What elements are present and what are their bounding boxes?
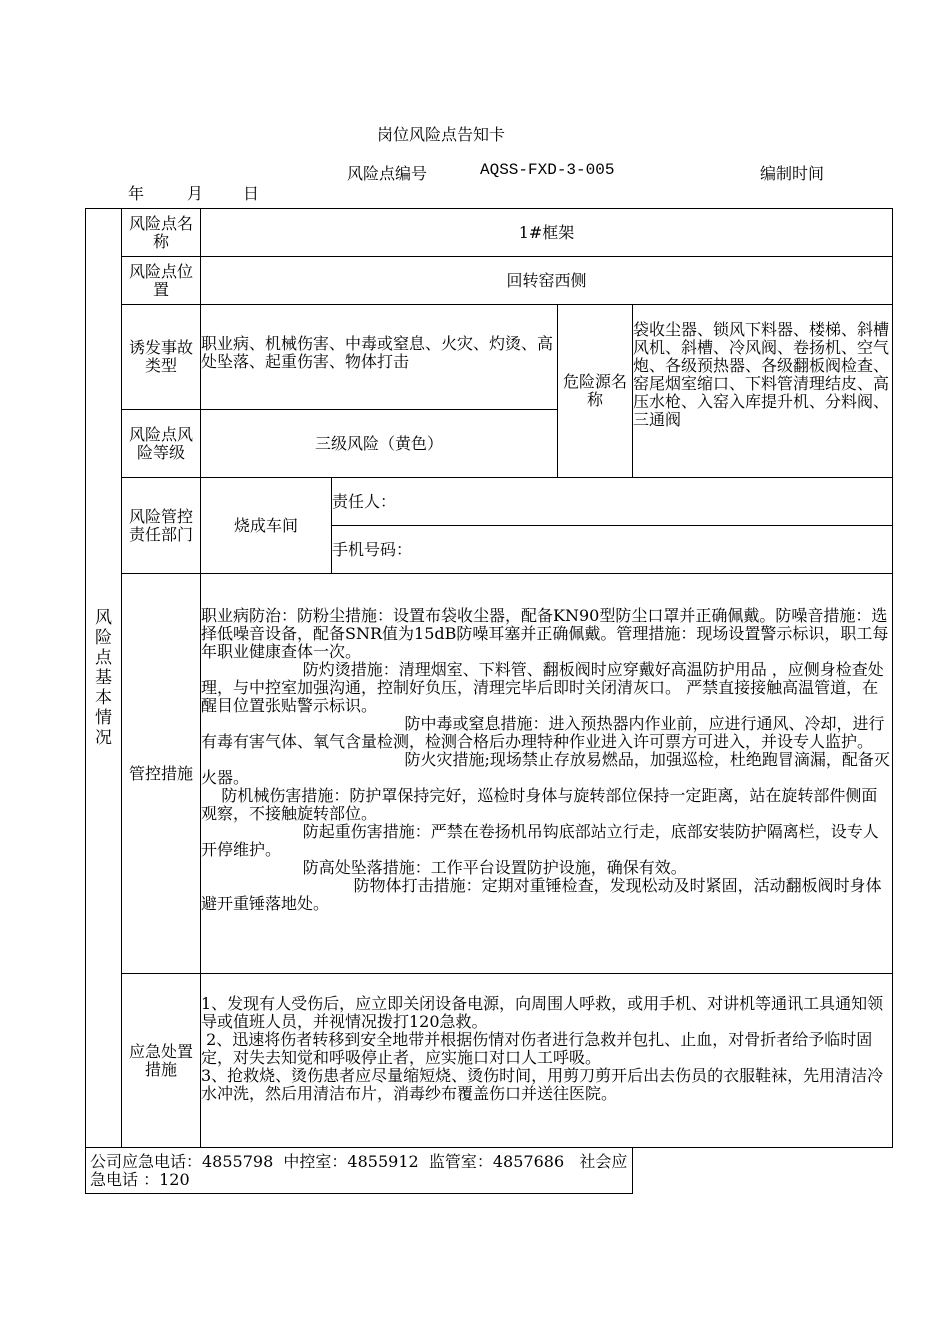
emergency-label: 应急处置措施 [122,974,201,1148]
accident-value: 职业病、机械伤害、中毒或窒息、火灾、灼烫、高处坠落、起重伤害、物体打击 [201,305,558,410]
location-label: 风险点位置 [122,257,201,305]
emergency-phones: 公司应急电话：4855798 中控室：4855912 监管室：4857686 社会应急电话 ：120 [86,1148,633,1194]
location-value: 回转窑西侧 [201,257,893,305]
dept-value: 烧成车间 [201,478,332,574]
page-title: 岗位风险点告知卡 [377,125,506,144]
hazard-label: 危险源名称 [558,305,633,478]
level-value: 三级风险（黄色） [201,410,558,478]
mobile-number: 手机号码： [332,526,893,574]
risk-card-table [85,208,893,1194]
hazard-value: 袋收尘器、锁风下料器、楼梯、斜槽风机、斜槽、冷风阀、卷扬机、空气炮、各级预热器、各级翻板阀检查、窑尾烟室缩口、下料管清理结皮、高压水枪、入窑入库提升机、分料阀、三通阀 [633,305,893,478]
dept-label: 风险管控责任部门 [122,478,201,574]
time-label: 编制时间 [760,164,825,183]
emergency-measures: 1、发现有人受伤后，应立即关闭设备电源，向周围人呼救，或用手机、对讲机等通讯工具通知领导或值班人员，并视情况拨打120急救。 2、迅速将伤者转移到安全地带并根据伤情对伤者进行急救并包扎、止血，对骨折者给予临时固定，对失去知觉和呼吸停止者，应实施口对口人工呼吸。 3、抢救烧、烫伤患者应尽量缩短烧、烫伤时间，用剪刀剪开后出去伤员的衣服鞋袜，先用清洁冷水冲洗，然后用清洁布片，消毒纱布覆盖伤口并送往医院。 [201,974,893,1148]
level-label: 风险点风险等级 [122,410,201,478]
accident-label: 诱发事故类型 [122,305,201,410]
date-year: 年 [128,184,145,203]
control-measures: 职业病防治：防粉尘措施：设置布袋收尘器，配备KN90型防尘口罩并正确佩戴。防噪音措施：选择低噪音设备，配备SNR值为15dB防噪耳塞并正确佩戴。管理措施：现场设置警示标识，职工每年职业健康查体一次。 防灼烫措施：清理烟室、下料管、翻板阀时应穿戴好高温防护用品 ，应侧身检查处理，与中控室加强沟通，控制好负压，清理完毕后即时关闭清灰口。 严禁直接接触高温管道，在醒目位置张贴警示标识。 防中毒或窒息措施：进入预热器内作业前，应进行通风、冷却，进行有毒有害气体、氧气含量检测，检测合格后办理特种作业进入许可票方可进入，并设专人监护。 防火灾措施;现场禁止存放易燃品，加强巡检，杜绝跑冒滴漏，配备灭火器。 防机械伤害措施：防护罩保持完好，巡检时身体与旋转部位保持一定距离，站在旋转部件侧面观察，不接触旋转部位。 防起重伤害措施：严禁在卷扬机吊钩底部站立行走，底部安装防护隔离栏，设专人开停维护。 防高处坠落措施：工作平台设置防护设施，确保有效。 防物体打击措施：定期对重锤检查，发现松动及时紧固，活动翻板阀时身体避开重锤落地处。 [201,574,893,974]
code-value: AQSS-FXD-3-005 [480,161,615,179]
person-in-charge: 责任人： [332,478,893,526]
side-label: 风险点基本情况 [95,608,112,748]
control-label: 管控措施 [122,574,201,974]
code-label: 风险点编号 [347,164,428,183]
date-month: 月 [187,184,204,203]
name-value: 1#框架 [201,209,893,257]
side-label-cell [86,209,122,1148]
date-day: 日 [243,184,260,203]
name-label: 风险点名称 [122,209,201,257]
